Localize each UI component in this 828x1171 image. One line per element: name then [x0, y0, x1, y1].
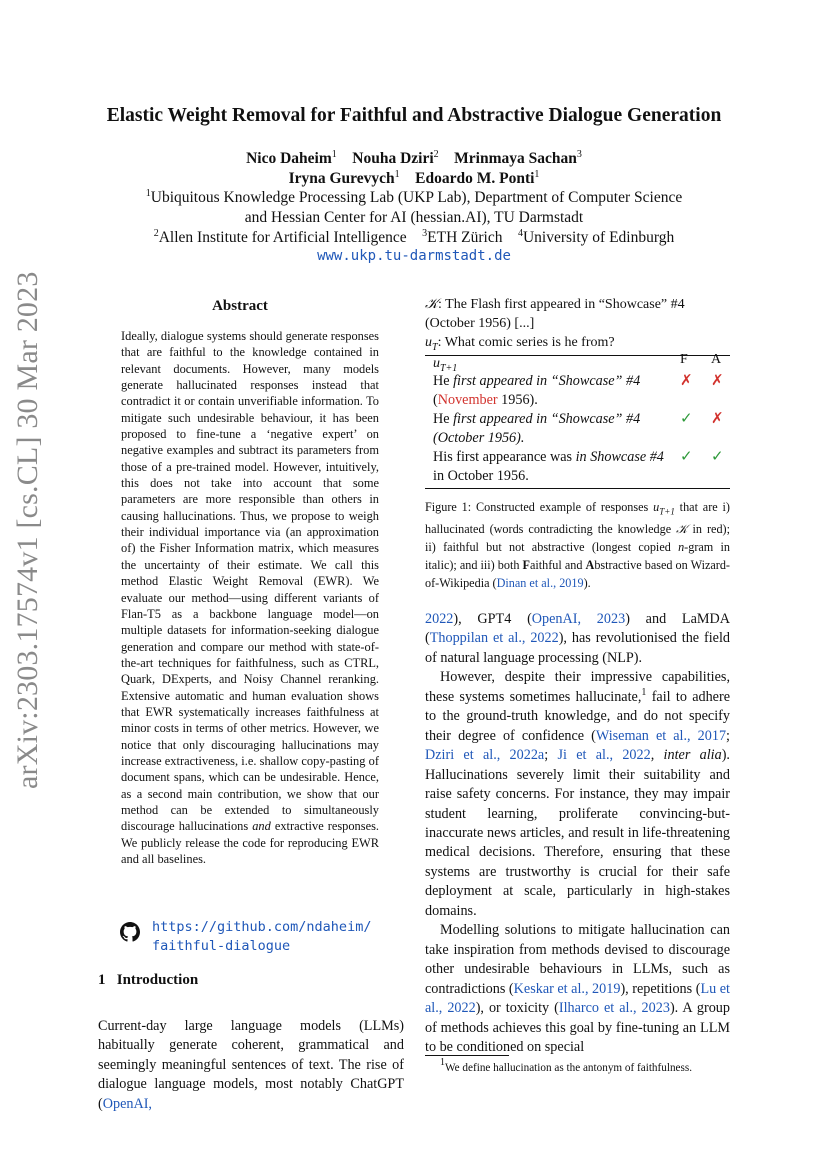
- intro-text: However, despite their impressive capabilities, these systems sometimes hallucinate,: [425, 669, 730, 705]
- response-symbol: u: [433, 356, 440, 371]
- intro-text: ), has revolutionised the field of natural language processing (NLP).: [425, 630, 730, 666]
- footnote-rule: [425, 1055, 509, 1056]
- github-repo-link[interactable]: [152, 918, 371, 956]
- author-line-1: [0, 148, 828, 169]
- lab-url-link[interactable]: www.ukp.tu-darmstadt.de: [317, 248, 511, 264]
- repo-url-line: https://github.com/ndaheim/: [152, 919, 372, 935]
- affiliation-text: Ubiquitous Knowledge Processing Lab (UKP Lab), Department of Computer Science: [150, 189, 683, 206]
- caption-text: in red); ii) faithful but not abstractive (longest copied: [425, 522, 730, 555]
- intro-text: ;: [544, 747, 558, 764]
- affiliation-mark: 4: [517, 228, 523, 239]
- caption-math: 𝒦: [676, 522, 688, 537]
- github-icon: [120, 922, 140, 942]
- affiliation-1: [0, 188, 828, 208]
- abstract-body: [121, 328, 379, 867]
- footnote-marker[interactable]: 1: [641, 686, 647, 698]
- response-row-2: [433, 410, 730, 448]
- caption-text: that are i) hallucinated (words contradicting the knowledge: [425, 500, 730, 537]
- abstract-text: Ideally, dialogue systems should generate responses that are faithful to the knowledge contained in relevant documents. However, many models generate hallucinated responses instead that contradict it or contain unverifiable information. To mitigate such undesirable behaviour, it has been proposed to fine-tune a ‘negative expert’ on negative examples and subtract its parameters from those of a pre-trained model. However, intuitively, this does not take into account that some parameters are more responsible than others in causing hallucinations. Thus, we propose to weigh their individual importance via (an approximation of) the Fisher Information matrix, which measures the uncertainty of their estimate. We call this method Elastic Weight Removal (EWR). We evaluate our method—using different variants of Flan-T5 as a backbone language model—on multiple datasets for information-seeking dialogue generation and compare our method with state-of-the-art techniques for faithfulness, such as CTRL, Quark, DExperts, and Noisy Channel reranking. Extensive automatic and human evaluation shows that EWR systematically increases faithfulness at minor costs in terms of other metrics. However, we notice that only discouraging hallucinations may increase extractiveness, i.e. shallow copy-pasting of document spans, which can be undesirable. Hence, as a second main contribution, we show that our method can be extended to simultaneously discourage hallucinations: [121, 329, 379, 834]
- faithful-check-icon: ✓: [680, 449, 693, 465]
- author-affiliation-mark: 3: [576, 149, 582, 160]
- response-text: His first appearance was: [433, 449, 576, 465]
- caption-math: n: [678, 540, 685, 555]
- caption-bold-letter: F: [522, 558, 530, 573]
- intro-text: Modelling solutions to mitigate hallucination can take inspiration from methods devised to discourage other undesirable behaviours in LLMs, such as contradictions (: [425, 922, 730, 997]
- paper-title: Elastic Weight Removal for Faithful and Abstractive Dialogue Generation: [106, 105, 722, 126]
- affiliation-text: University of Edinburgh: [522, 229, 675, 246]
- caption-bold-letter: A: [585, 558, 595, 573]
- citation-link[interactable]: Wiseman et al., 2017: [595, 727, 727, 744]
- author-affiliation-mark: 2: [433, 149, 439, 160]
- section-title: Introduction: [116, 972, 199, 988]
- affiliation-mark: 3: [422, 228, 428, 239]
- response-text: 1956).: [497, 392, 538, 408]
- citation-link[interactable]: Dinan et al., 2019: [496, 576, 584, 591]
- author-name: Mrinmaya Sachan: [454, 150, 577, 167]
- citation-link[interactable]: Ji et al., 2022: [557, 747, 651, 764]
- abstractive-cross-icon: ✗: [711, 373, 724, 389]
- response-subscript: T+1: [440, 362, 458, 374]
- author-name: Nico Daheim: [246, 150, 332, 167]
- citation-link[interactable]: Lu et al., 2022: [425, 980, 730, 1017]
- author-name: Nouha Dziri: [352, 150, 434, 167]
- caption-text: bstractive based on Wizard-of-Wikipedia (: [425, 558, 730, 591]
- section-heading-introduction: [98, 972, 198, 989]
- author-line-2: [0, 168, 828, 189]
- utterance-subscript: T: [432, 341, 438, 353]
- abstractive-column-header: A: [711, 352, 722, 367]
- faithful-column-header: F: [680, 352, 688, 367]
- utterance-symbol: u: [425, 335, 432, 350]
- hallucinated-word: November: [437, 392, 498, 408]
- repo-url-line: faithful-dialogue: [152, 938, 291, 954]
- affiliation-text: ETH Zürich: [427, 229, 503, 246]
- author-name: Edoardo M. Ponti: [415, 170, 535, 187]
- footnote-1: [440, 1057, 693, 1074]
- author-affiliation-mark: 1: [534, 169, 540, 180]
- intro-left-column: [98, 1017, 404, 1114]
- footnote-number: 1: [440, 1057, 445, 1068]
- intro-text: ). A group of methods achieves this goal by fine-tuning an LLM to be conditioned on special: [425, 1000, 730, 1055]
- affiliation-text: Allen Institute for Artificial Intelligence: [158, 229, 407, 246]
- abstract-emphasis: and: [252, 819, 271, 834]
- arxiv-identifier: arXiv:2303.17574v1 [cs.CL] 30 Mar 2023: [11, 271, 44, 789]
- figure-1-caption: [425, 498, 730, 592]
- citation-link[interactable]: OpenAI, 2023: [531, 611, 626, 627]
- citation-link[interactable]: Ilharco et al., 2023: [558, 1000, 670, 1017]
- affiliation-2-3-4: [0, 228, 828, 248]
- response-text: He: [433, 411, 454, 427]
- response-text: He: [433, 373, 454, 389]
- intro-text: ). Hallucinations severely limit their suitability and raise safety concerns. For instance, they may impair student learning, proliferate convincing-but-inaccurate news articles, and result in life-threatening medical decisions. Therefore, ensuring that these systems are trustworthy is crucial for their safe deployment at scale, particularly in high-stakes domains.: [425, 747, 730, 919]
- knowledge-symbol: 𝒦: [425, 297, 439, 312]
- citation-link[interactable]: Thoppilan et al., 2022: [429, 630, 559, 647]
- question-text: : What comic series is he from?: [437, 335, 615, 350]
- caption-text: ).: [583, 576, 591, 591]
- citation-link[interactable]: 2022: [425, 611, 454, 627]
- intro-text: Current-day large language models (LLMs) habitually generate coherent, grammatical and seemingly meaningful sentences of text. The rise of dialogue language models, most notably ChatGPT (: [98, 1018, 404, 1112]
- section-number: 1: [98, 972, 106, 988]
- response-row-1: [433, 372, 730, 410]
- abstract-text: extractive responses. We publicly release the code for reproducing EWR and all baselines.: [121, 819, 379, 866]
- knowledge-text: : The Flash first appeared in “Showcase” #4 (October 1956) [...]: [425, 297, 685, 331]
- intro-text: ) and LaMDA (: [425, 611, 730, 647]
- faithful-check-icon: ✓: [680, 411, 693, 427]
- abstract-heading: Abstract: [212, 298, 268, 314]
- response-copied-span: first appeared in “Showcase” #4 (October 1956).: [433, 411, 641, 446]
- citation-link[interactable]: OpenAI,: [102, 1095, 152, 1112]
- caption-math: $u_{T+1}$: [653, 500, 675, 517]
- figure-rule-bottom: [425, 488, 730, 489]
- citation-link[interactable]: Dziri et al., 2022a: [425, 747, 545, 764]
- intro-text: ;: [726, 727, 730, 744]
- affiliation-mark: 1: [145, 188, 151, 199]
- intro-text: ), GPT4 (: [453, 611, 532, 627]
- faithful-cross-icon: ✗: [680, 373, 693, 389]
- caption-text: Figure 1: Constructed example of responses: [425, 500, 654, 514]
- intro-text: ), or toxicity (: [475, 1000, 559, 1017]
- response-copied-span: first appeared in “Showcase” #4: [453, 373, 641, 389]
- footnote-text: We define hallucination as the antonym of faithfulness.: [445, 1062, 693, 1074]
- intro-text: ), repetitions (: [620, 980, 701, 997]
- knowledge-line: [425, 295, 730, 333]
- abstractive-check-icon: ✓: [711, 449, 724, 465]
- response-text: in October 1956.: [433, 468, 529, 484]
- affiliation-1-cont: and Hessian Center for AI (hessian.AI), TU Darmstadt: [244, 209, 584, 226]
- citation-link[interactable]: Keskar et al., 2019: [513, 980, 621, 997]
- author-name: Iryna Gurevych: [288, 170, 395, 187]
- intro-right-column: [425, 610, 730, 1057]
- response-row-3: [433, 448, 730, 486]
- abstractive-cross-icon: ✗: [711, 411, 724, 427]
- intro-emphasis: , inter alia: [650, 747, 722, 764]
- author-affiliation-mark: 1: [331, 149, 337, 160]
- caption-text: aithful and: [529, 558, 586, 573]
- affiliation-mark: 2: [153, 228, 159, 239]
- figure-1-example: [425, 295, 730, 357]
- response-text: (: [433, 392, 438, 408]
- response-copied-span: in Showcase #4: [575, 449, 664, 465]
- author-affiliation-mark: 1: [394, 169, 400, 180]
- caption-text: -gram in italic); and iii) both: [425, 540, 730, 573]
- intro-text: fail to adhere to the ground-truth knowledge, and do not specify their degree of confidence (: [425, 688, 730, 744]
